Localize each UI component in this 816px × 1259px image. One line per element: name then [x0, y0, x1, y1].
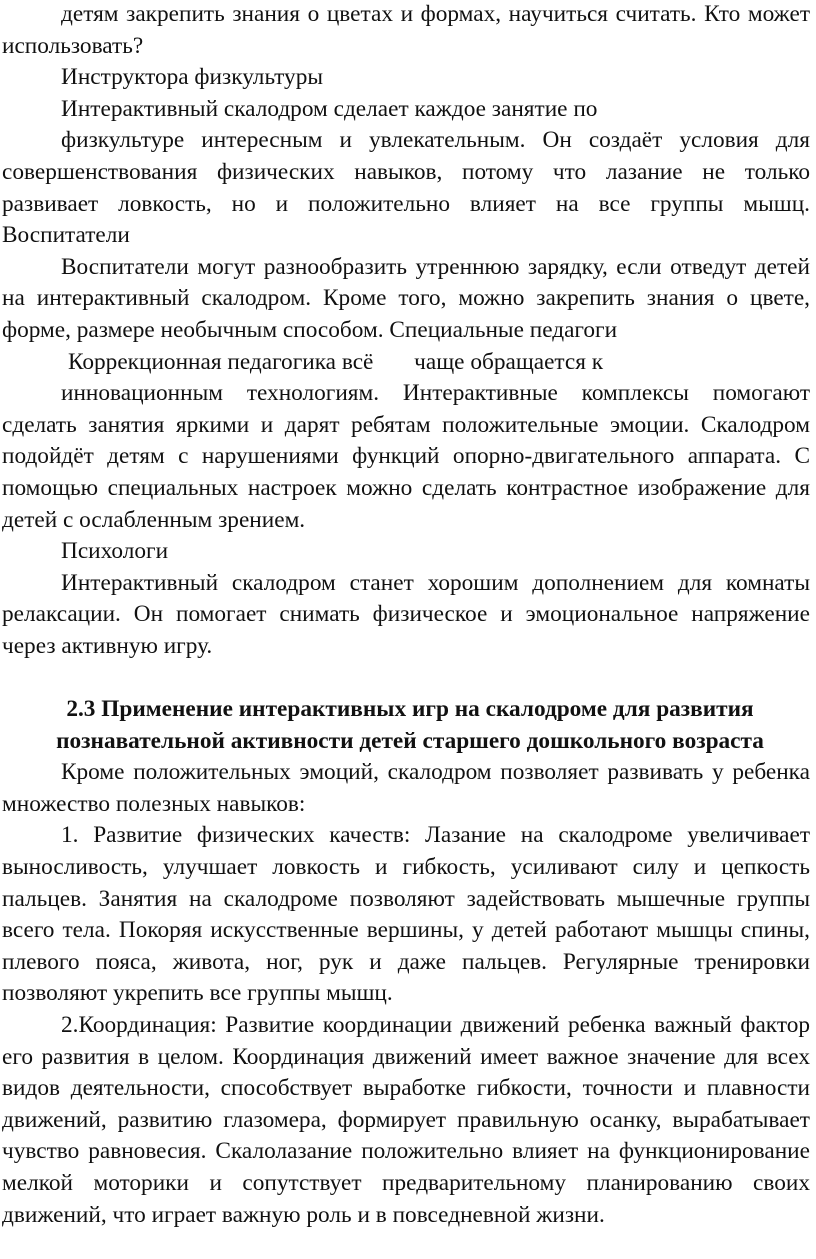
- paragraph-instructors-intro: Интерактивный скалодром сделает каждое занятие по: [61, 95, 598, 122]
- subheading-instructors: Инструктора физкультуры: [61, 64, 323, 91]
- document-page: [2, 0, 810, 1231]
- spacer: [2, 662, 810, 694]
- paragraph-correction-text: инновационным технологиям. Интерактивные комплексы помогают сделать занятия яркими и дарят ребятам положительные эмоции. Скалодром подойдёт детям с нарушениями функций опорно-двигательного аппарата. С помощью специальных настроек можно сделать контрастное изображение для детей с ослабленным зрением.: [2, 380, 810, 533]
- paragraph-section-intro: Кроме положительных эмоций, скалодром позволяет развивать у ребенка множество полезных навыков:: [2, 759, 810, 817]
- paragraph-continuation: детям закрепить знания о цветах и формах, научиться считать. Кто может использовать?: [2, 1, 810, 59]
- paragraph-correction-intro: Коррекционная педагогика всё чаще обращается к: [68, 348, 604, 375]
- subheading-psychologists: Психологи: [61, 538, 169, 565]
- paragraph-educators: Воспитатели могут разнообразить утреннюю зарядку, если отведут детей на интерактивный скалодром. Кроме того, можно закрепить знания о цвете, форме, размере необычным способом. Специальные педагоги: [2, 253, 810, 343]
- section-heading: 2.3 Применение интерактивных игр на скалодроме для развития познавательной активности детей старшего дошкольного возраста: [56, 696, 764, 754]
- paragraph-correction-body: [2, 378, 810, 536]
- paragraph-coordination: 2.Координация: Развитие координации движений ребенка важный фактор его развития в целом. Координация движений имеет важное значение для всех видов деятельности, способствует выработке гибкости, точности и плавности движений, развитию глазомера, формирует правильную осанку, вырабатывает чувство равновесия. Скалолазание положительно влияет на функционирование мелкой моторики и сопутствует предварительному планированию своих движений, что играет важную роль и в повседневной жизни.: [2, 1012, 810, 1228]
- paragraph-instructors-text: физкультуре интересным и увлекательным. Он создаёт условия для совершенствования физических навыков, потому что лазание не только развивает ловкость, но и положительно влияет на все группы мышц. Воспитатели: [2, 127, 810, 249]
- paragraph-physical-qualities: 1. Развитие физических качеств: Лазание на скалодроме увеличивает выносливость, улучшает ловкость и гибкость, усиливают силу и цепкость пальцев. Занятия на скалодроме позволяют задействовать мышечные группы всего тела. Покоряя искусственные вершины, у детей работают мышцы спины, плевого пояса, живота, ног, рук и даже пальцев. Регулярные тренировки позволяют укрепить все группы мышц.: [2, 822, 810, 1007]
- paragraph-psychologists: Интерактивный скалодром станет хорошим дополнением для комнаты релаксации. Он помогает снимать физическое и эмоциональное напряжение через активную игру.: [2, 569, 810, 659]
- paragraph-instructors-body: [2, 125, 810, 251]
